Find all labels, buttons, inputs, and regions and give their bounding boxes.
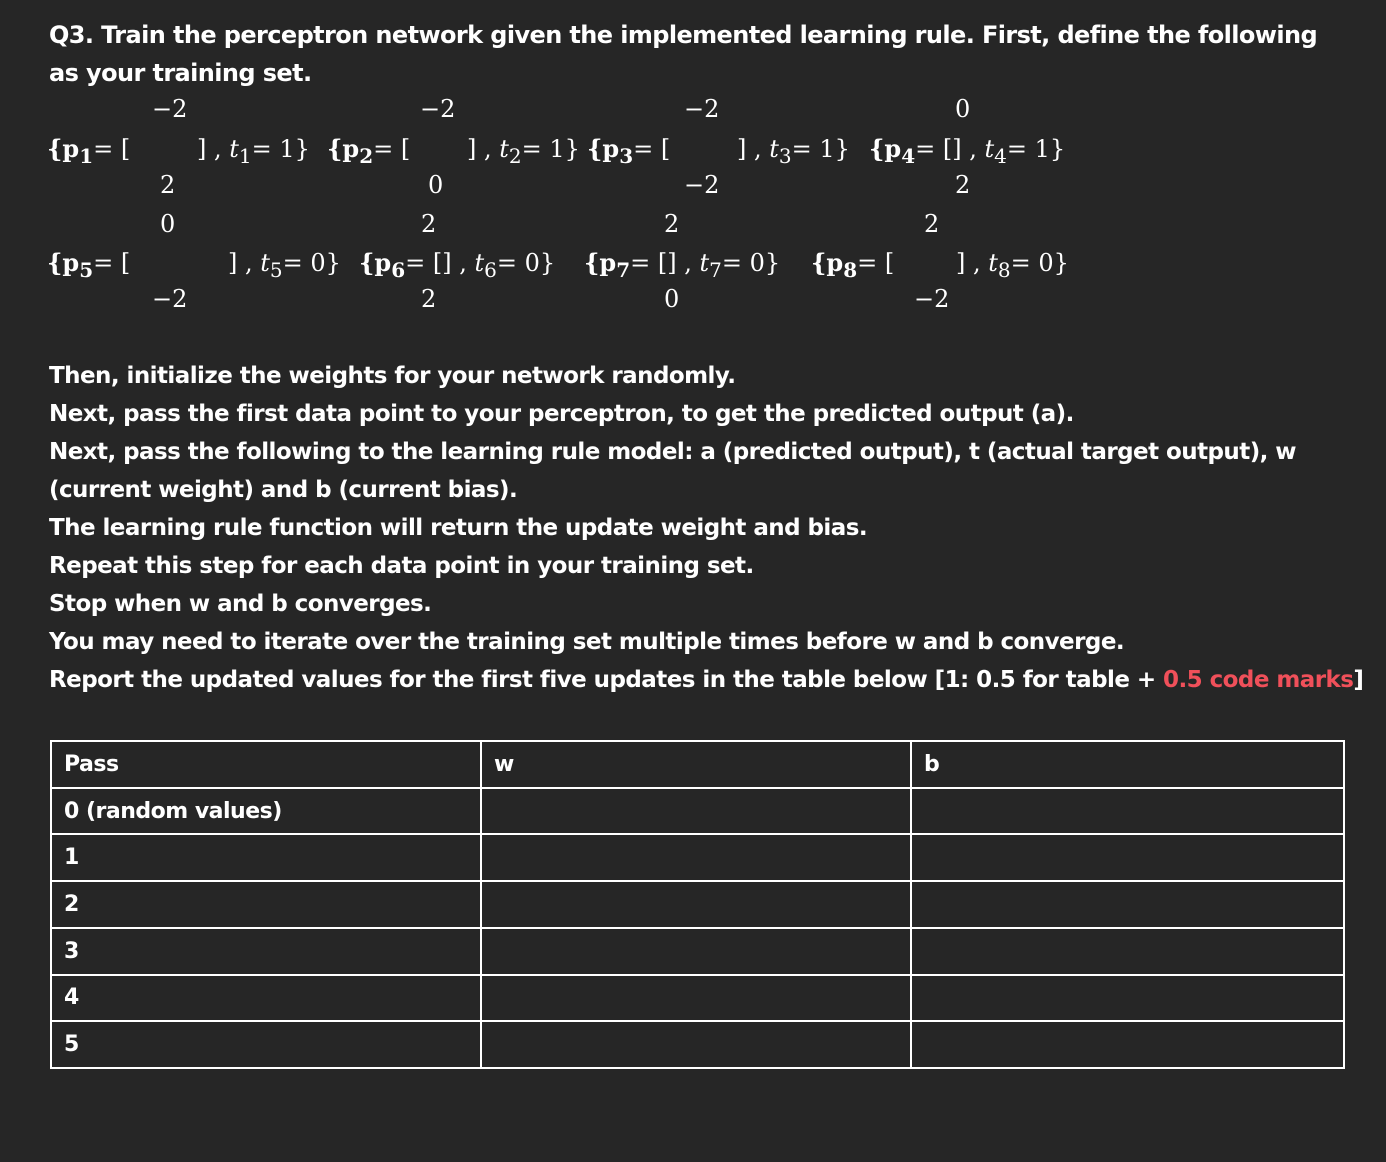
- p2-bottom-value: 0: [428, 171, 444, 199]
- table-row: [51, 1021, 1344, 1068]
- p2-target: ] , $t_2= 1$}: [467, 135, 580, 168]
- p4-bottom-value: 2: [955, 171, 971, 199]
- p8-bottom-value: −2: [914, 285, 950, 313]
- p4-open: {$p_4=$ [] , $t_4= 1$}: [869, 134, 1066, 168]
- code-marks-highlight: 0.5 code marks: [1163, 667, 1354, 693]
- w-cell[interactable]: [481, 834, 911, 881]
- table-row: [51, 975, 1344, 1022]
- table-row: [51, 881, 1344, 928]
- pass-cell: 4: [51, 975, 481, 1022]
- question-heading: Q3. Train the perceptron network given the implemented learning rule. First, define the following as your training set.: [49, 21, 1318, 87]
- instruction-line: The learning rule function will return the update weight and bias.: [49, 515, 868, 541]
- header-b: b: [911, 741, 1344, 788]
- p8-target: ] , $t_8= 0$}: [956, 249, 1069, 282]
- p5-bottom-value: −2: [152, 285, 188, 313]
- p3-bottom-value: −2: [684, 171, 720, 199]
- p1-top-value: −2: [152, 95, 188, 123]
- p8-top-value: 2: [924, 210, 940, 238]
- table-header-row: [51, 741, 1344, 788]
- pass-cell: 1: [51, 834, 481, 881]
- w-cell[interactable]: [481, 928, 911, 975]
- updates-table: [50, 740, 1345, 1069]
- b-cell[interactable]: [911, 788, 1344, 835]
- w-cell[interactable]: [481, 975, 911, 1022]
- pass-cell: 5: [51, 1021, 481, 1068]
- instruction-line: Next, pass the first data point to your perceptron, to get the predicted output (a).: [49, 401, 1074, 427]
- instruction-line: Stop when w and b converges.: [49, 591, 432, 617]
- p3-top-value: −2: [684, 95, 720, 123]
- w-cell[interactable]: [481, 881, 911, 928]
- table-row: [51, 834, 1344, 881]
- pass-cell: 2: [51, 881, 481, 928]
- w-cell[interactable]: [481, 1021, 911, 1068]
- b-cell[interactable]: [911, 928, 1344, 975]
- p7-bottom-value: 0: [664, 285, 680, 313]
- header-pass: Pass: [51, 741, 481, 788]
- p5-top-value: 0: [160, 210, 176, 238]
- p6-top-value: 2: [421, 210, 437, 238]
- p1-bottom-value: 2: [160, 171, 176, 199]
- instruction-line: Next, pass the following to the learning rule model: a (predicted output), t (actual target output), w (current weight) and b (current bias).: [49, 439, 1297, 503]
- b-cell[interactable]: [911, 1021, 1344, 1068]
- b-cell[interactable]: [911, 881, 1344, 928]
- p6-bottom-value: 2: [421, 285, 437, 313]
- pass-cell: 0 (random values): [51, 788, 481, 835]
- p7-open: {$p_7=$ [] , $t_7= 0$}: [584, 248, 781, 282]
- p5-target: ] , $t_5= 0$}: [228, 249, 341, 282]
- b-cell[interactable]: [911, 975, 1344, 1022]
- p1-target: ] , $t_1= 1$}: [197, 135, 310, 168]
- p7-top-value: 2: [664, 210, 680, 238]
- p3-target: ] , $t_3= 1$}: [737, 135, 850, 168]
- instruction-line: You may need to iterate over the training set multiple times before w and b converge.: [49, 629, 1125, 655]
- table-row: [51, 928, 1344, 975]
- p1-open: {$p_1=$ [: [47, 134, 131, 168]
- pass-cell: 3: [51, 928, 481, 975]
- header-w: w: [481, 741, 911, 788]
- instruction-line: Repeat this step for each data point in your training set.: [49, 553, 754, 579]
- marks-line: Report the updated values for the first five updates in the table below [1: 0.5 for table + 0.5 code marks]: [49, 667, 1364, 693]
- p2-top-value: −2: [420, 95, 456, 123]
- table-row: [51, 788, 1344, 835]
- p2-open: {$p_2=$ [: [327, 134, 411, 168]
- w-cell[interactable]: [481, 788, 911, 835]
- p3-open: {$p_3=$ [: [587, 134, 671, 168]
- instruction-line: Then, initialize the weights for your network randomly.: [49, 363, 736, 389]
- b-cell[interactable]: [911, 834, 1344, 881]
- p6-open: {$p_6=$ [] , $t_6= 0$}: [359, 248, 556, 282]
- p5-open: {$p_5=$ [: [47, 248, 131, 282]
- p4-top-value: 0: [955, 95, 971, 123]
- instructions: [49, 357, 1369, 699]
- p8-open: {$p_8=$ [: [811, 248, 895, 282]
